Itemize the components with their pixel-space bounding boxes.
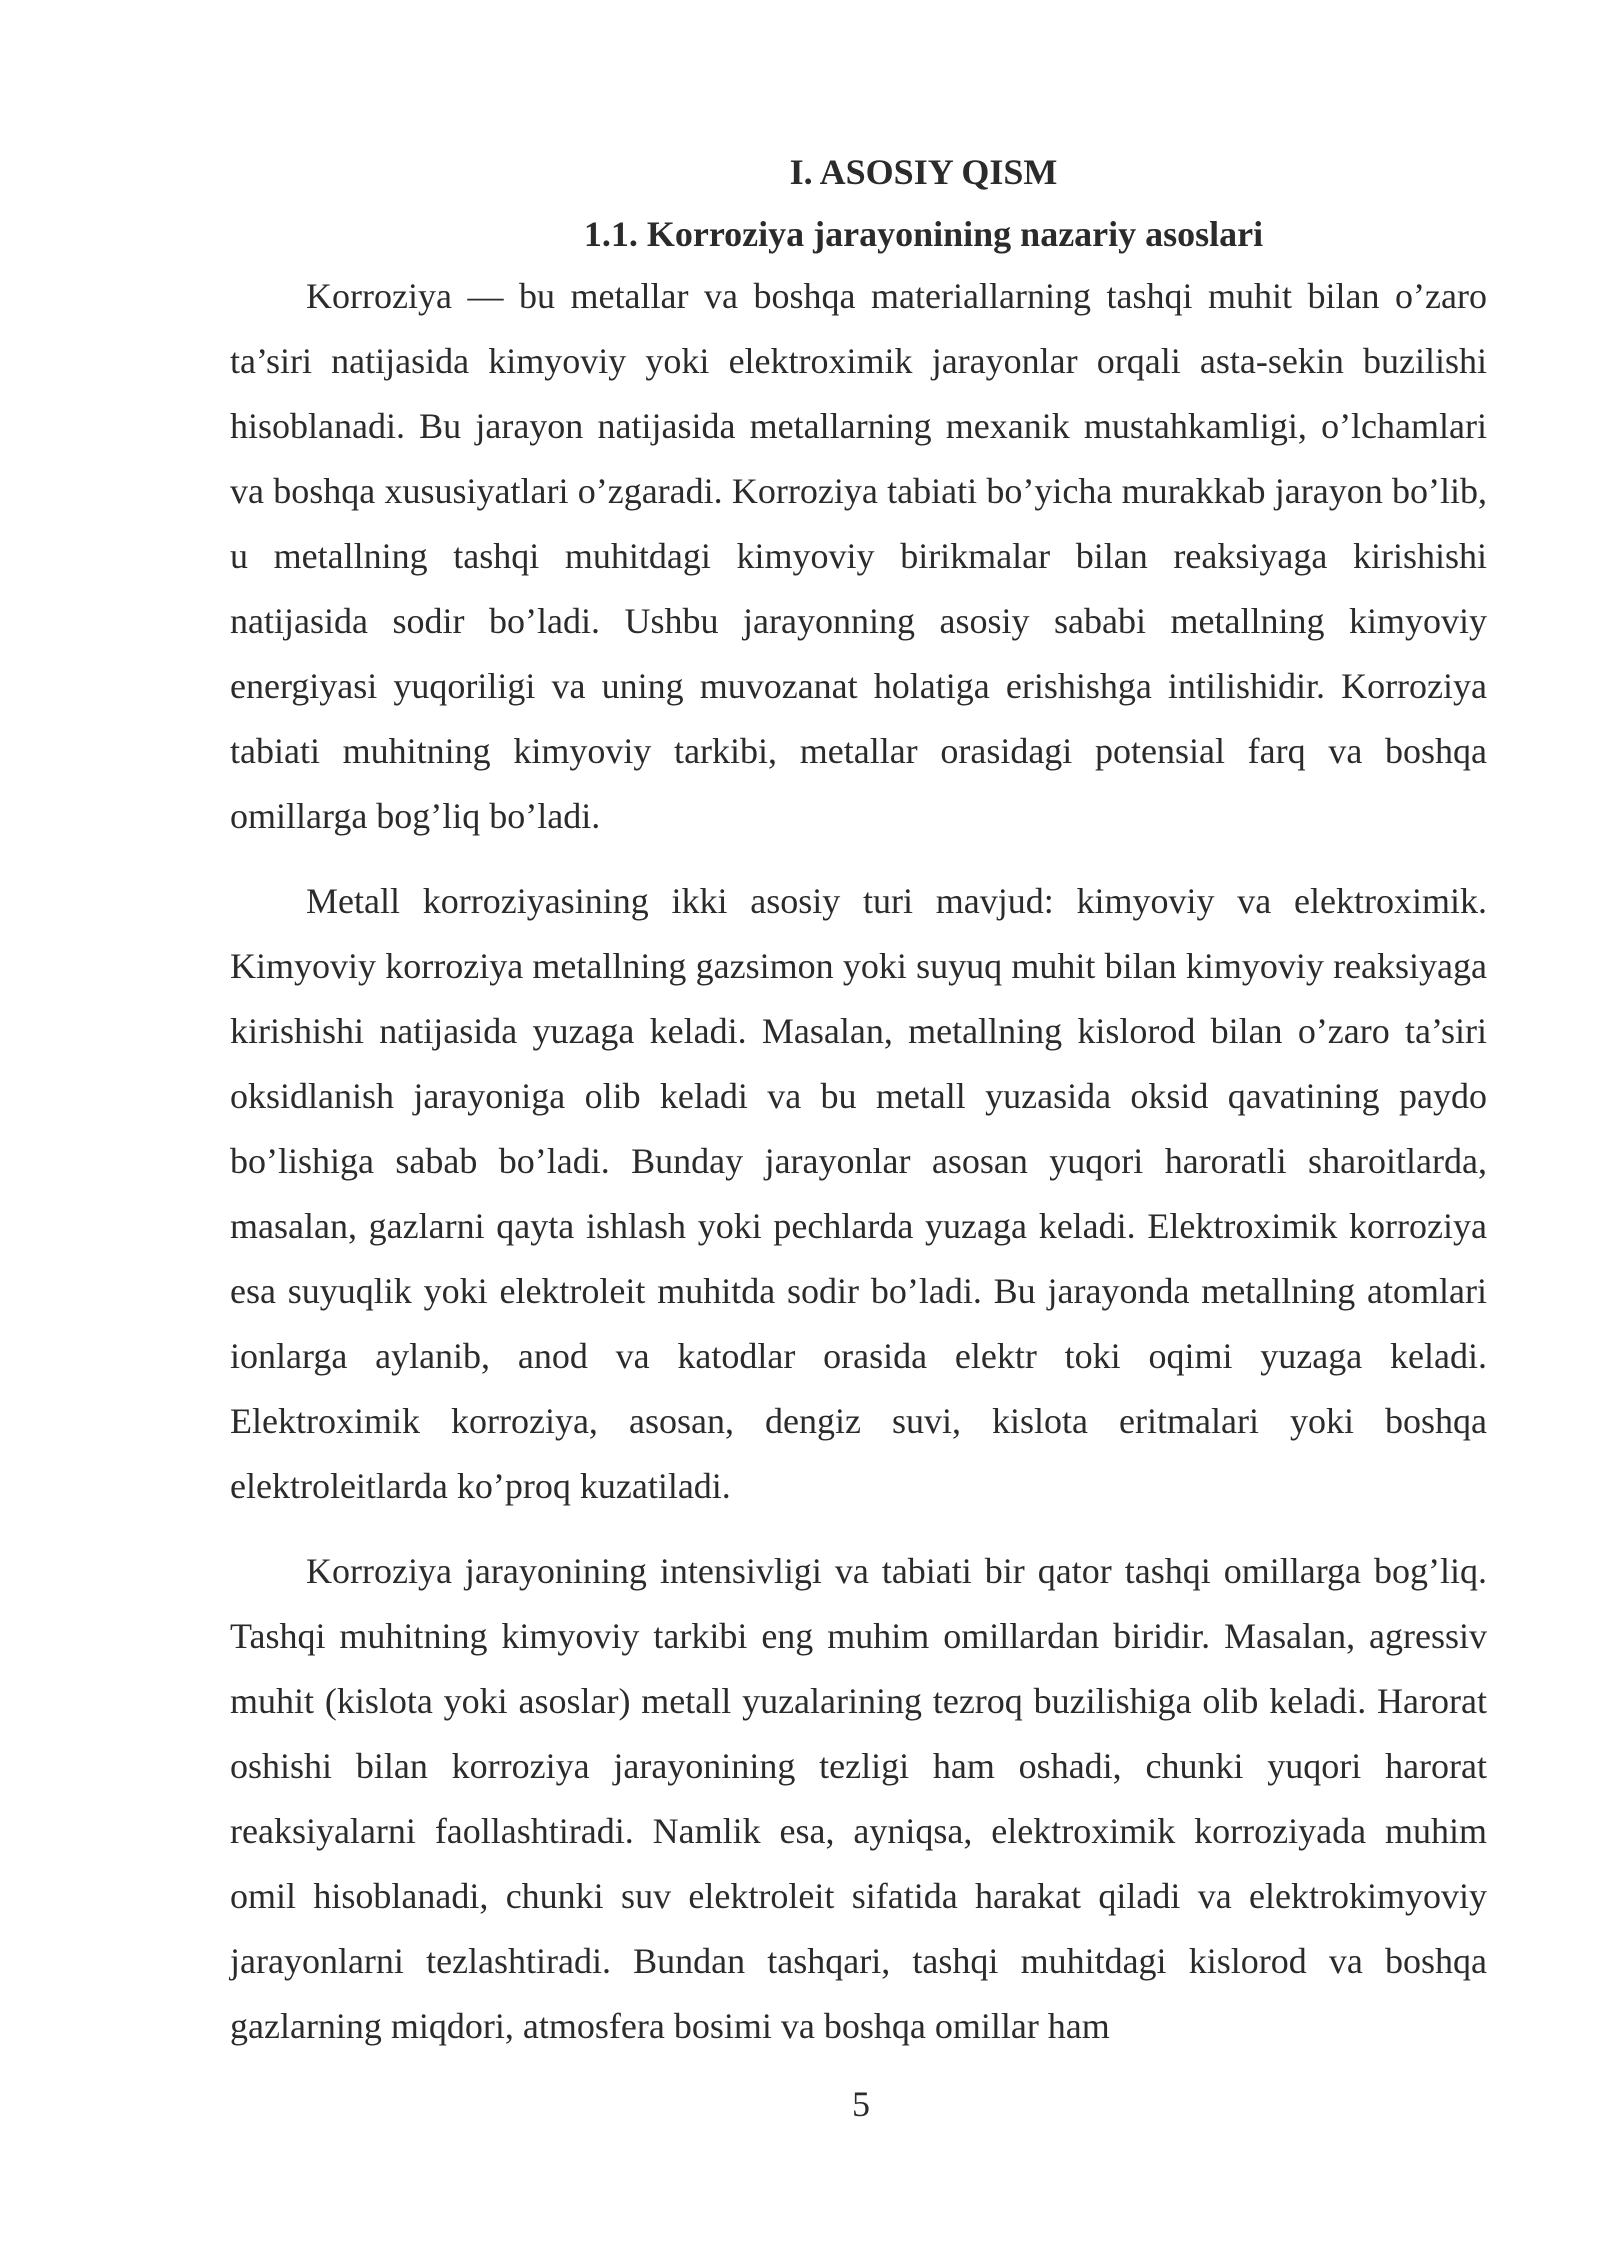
page-number: 5 (852, 2084, 870, 2124)
section-title: 1.1. Korroziya jarayonining nazariy asoslari (583, 214, 1264, 254)
paragraph-3: Korroziya jarayonining intensivligi va tabiati bir qator tashqi omillarga bog’liq. Tashqi muhitning kimyoviy tarkibi eng muhim omillardan biridir. Masalan, agressiv muhit (kislota yoki asoslar) metall yuzalarining tezroq buzilishiga olib keladi. Harorat oshishi bilan korroziya jarayonining tezligi ham oshadi, chunki yuqori harorat reaksiyalarni faollashtiradi. Namlik esa, ayniqsa, elektroximik korroziyada muhim omil hisoblanadi, chunki suv elektroleit sifatida harakat qiladi va elektrokimyoviy jarayonlarni tezlashtiradi. Bundan tashqari, tashqi muhitdagi kislorod va boshqa gazlarning miqdori, atmosfera bosimi va boshqa omillar ham (230, 1551, 1487, 2046)
paragraph-1: Korroziya — bu metallar va boshqa materiallarning tashqi muhit bilan o’zaro ta’siri natijasida kimyoviy yoki elektroximik jarayonlar orqali asta-sekin buzilishi hisoblanadi. Bu jarayon natijasida metallarning mexanik mustahkamligi, o’lchamlari va boshqa xususiyatlari o’zgaradi. Korroziya tabiati bo’yicha murakkab jarayon bo’lib, u metallning tashqi muhitdagi kimyoviy birikmalar bilan reaksiyaga kirishishi natijasida sodir bo’ladi. Ushbu jarayonning asosiy sababi metallning kimyoviy energiyasi yuqoriligi va uning muvozanat holatiga erishishga intilishidir. Korroziya tabiati muhitning kimyoviy tarkibi, metallar orasidagi potensial farq va boshqa omillarga bog’liq bo’ladi. (230, 276, 1487, 836)
chapter-title: I. ASOSIY QISM (789, 152, 1058, 192)
paragraph-2: Metall korroziyasining ikki asosiy turi mavjud: kimyoviy va elektroximik. Kimyoviy korroziya metallning gazsimon yoki suyuq muhit bilan kimyoviy reaksiyaga kirishishi natijasida yuzaga keladi. Masalan, metallning kislorod bilan o’zaro ta’siri oksidlanish jarayoniga olib keladi va bu metall yuzasida oksid qavatining paydo bo’lishiga sabab bo’ladi. Bunday jarayonlar asosan yuqori haroratli sharoitlarda, masalan, gazlarni qayta ishlash yoki pechlarda yuzaga keladi. Elektroximik korroziya esa suyuqlik yoki elektroleit muhitda sodir bo’ladi. Bu jarayonda metallning atomlari ionlarga aylanib, anod va katodlar orasida elektr toki oqimi yuzaga keladi. Elektroximik korroziya, asosan, dengiz suvi, kislota eritmalari yoki boshqa elektroleitlarda ko’proq kuzatiladi. (230, 881, 1487, 1506)
document-page (230, 150, 1487, 2079)
